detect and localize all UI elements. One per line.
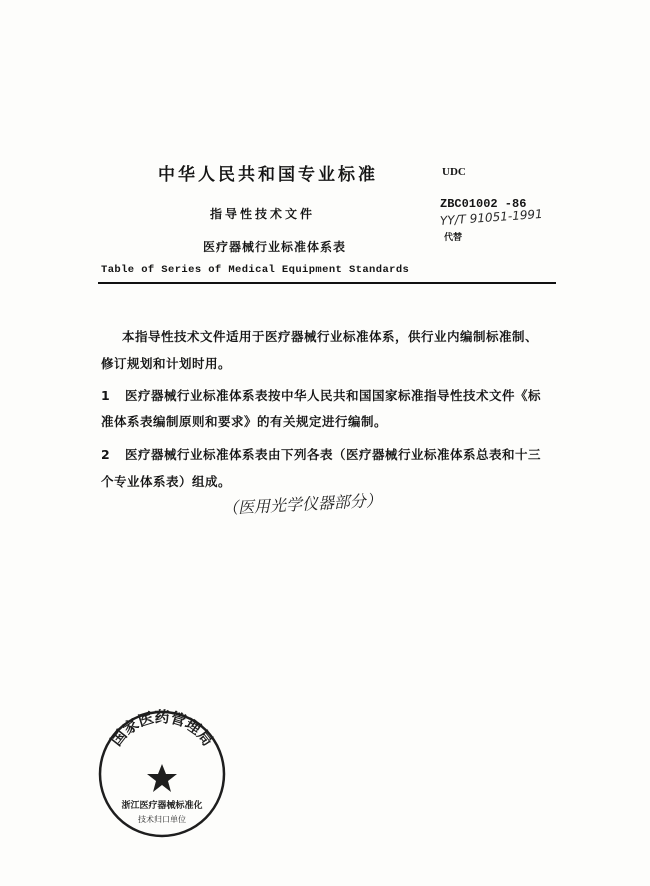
document-title: 医疗器械行业标准体系表 — [203, 240, 347, 254]
handwritten-code: YY/T 91051-1991 — [439, 206, 544, 228]
replaces-label: 代替 — [444, 233, 463, 243]
star-icon — [147, 764, 177, 792]
seal-bottom-text: 技术归口单位 — [138, 815, 186, 824]
item-2-line-1 — [101, 445, 541, 463]
handwritten-note: （医用光学仪器部分） — [221, 490, 383, 518]
item-1-line-1 — [101, 386, 541, 404]
item-1-line-2: 准体系表编制原则和要求》的有关规定进行编制。 — [101, 414, 388, 429]
item-2-line-2: 个专业体系表）组成。 — [101, 474, 232, 489]
seal-star — [147, 764, 177, 792]
standard-code: ZBC01002 -86 — [440, 197, 527, 211]
seal-inner-text: 浙江医疗器械标准化 — [121, 801, 203, 811]
item-2-number: 2 — [101, 447, 111, 462]
document-subtitle: 指导性技术文件 — [210, 207, 316, 221]
title-divider — [98, 282, 556, 284]
english-title: Table of Series of Medical Equipment Standards — [101, 264, 410, 276]
item-2-text: 医疗器械行业标准体系表由下列各表（医疗器械行业标准体系总表和十三 — [125, 447, 542, 462]
intro-line-1: 本指导性技术文件适用于医疗器械行业标准体系，供行业内编制标准制、 — [122, 329, 539, 344]
udc-label: UDC — [442, 166, 466, 178]
intro-line-2: 修订规划和计划时用。 — [101, 356, 232, 371]
item-1-text: 医疗器械行业标准体系表按中华人民共和国国家标准指导性技术文件《标 — [125, 388, 542, 403]
official-seal — [96, 708, 228, 840]
item-1-number: 1 — [101, 388, 111, 403]
standard-title: 中华人民共和国专业标准 — [158, 165, 378, 185]
seal-arc-text: 国家医药管理局 — [107, 708, 217, 750]
